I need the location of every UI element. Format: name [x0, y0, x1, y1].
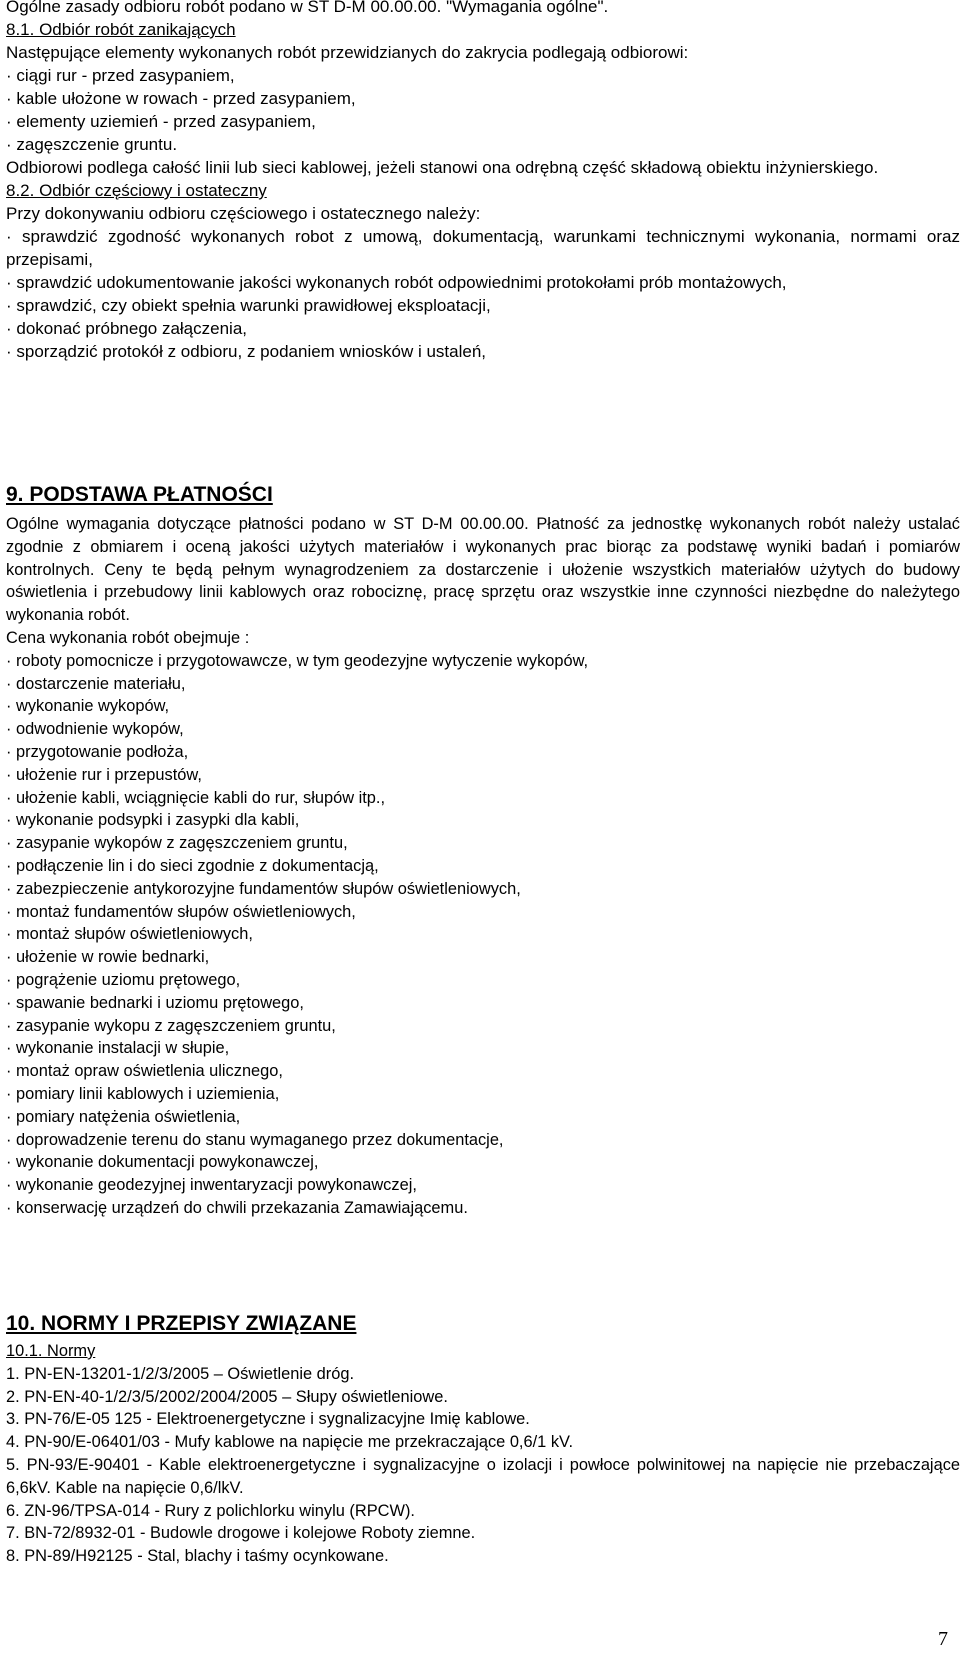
list-item: · ułożenie w rowie bednarki, [6, 948, 210, 967]
list-item: · zagęszczenie gruntu. [6, 135, 178, 154]
list-item: · zasypanie wykopów z zagęszczeniem gruntu, [6, 834, 348, 853]
list-item: · elementy uziemień - przed zasypaniem, [6, 112, 316, 131]
list-item: · ułożenie kabli, wciągnięcie kabli do rur, słupów itp., [6, 788, 386, 807]
list-item: 6. ZN-96/TPSA-014 - Rury z polichlorku winylu (RPCW). [6, 1501, 415, 1520]
subsection-8-1-title: 8.1. Odbiór robót zanikających [6, 20, 236, 39]
page-number: 7 [938, 1628, 948, 1650]
list-item: · ciągi rur - przed zasypaniem, [6, 66, 235, 85]
list-item: · dostarczenie materiału, [6, 674, 186, 693]
intro-line: Ogólne zasady odbioru robót podano w ST D-M 00.00.00. "Wymagania ogólne". [6, 0, 609, 16]
list-item: · montaż słupów oświetleniowych, [6, 925, 253, 944]
list-item: · dokonać próbnego załączenia, [6, 319, 247, 338]
list-item: · wykonanie geodezyjnej inwentaryzacji powykonawczej, [6, 1176, 417, 1195]
section-9-heading: 9. PODSTAWA PŁATNOŚCI [6, 483, 273, 506]
subsection-8-2-title: 8.2. Odbiór częściowy i ostateczny [6, 181, 267, 200]
list-item: · montaż fundamentów słupów oświetleniowych, [6, 902, 356, 921]
section-9-paragraph: Ogólne wymagania dotyczące płatności podano w ST D-M 00.00.00. Płatność za jednostkę wykonanych robót należy ustalać zgodnie z obmiarem i oceną jakości użytych materiałów i wykonanych prac biorąc za podstawę wyniki badań i pomiarów kontrolnych. Ceny te będą pełnym wynagrodzeniem za dostarczenie i ułożenie wszystkich materiałów użytych do budowy oświetlenia i przebudowy linii kablowych oraz robociznę, pracę sprzętu oraz wszystkie inne czynności niezbędne do należytego wykonania robót. [6, 515, 960, 625]
list-item: · montaż opraw oświetlenia ulicznego, [6, 1062, 283, 1081]
list-item: 4. PN-90/E-06401/03 - Mufy kablowe na napięcie me przekraczające 0,6/1 kV. [6, 1433, 574, 1452]
section-8-continued [6, 0, 960, 363]
list-item: · pomiary linii kablowych i uziemienia, [6, 1084, 280, 1103]
list-item: · kable ułożone w rowach - przed zasypaniem, [6, 89, 356, 108]
section-10-body [6, 1340, 960, 1568]
list-item: · konserwację urządzeń do chwili przekazania Zamawiającemu. [6, 1198, 468, 1217]
list-item: · wykonanie dokumentacji powykonawczej, [6, 1153, 319, 1172]
list-item: · sprawdzić, czy obiekt spełnia warunki prawidłowej eksploatacji, [6, 296, 491, 315]
list-item: 3. PN-76/E-05 125 - Elektroenergetyczne i sygnalizacyjne Imię kablowe. [6, 1410, 530, 1429]
list-item: · przygotowanie podłoża, [6, 742, 189, 761]
list-item: 7. BN-72/8932-01 - Budowle drogowe i kolejowe Roboty ziemne. [6, 1524, 476, 1543]
list-item: 8. PN-89/H92125 - Stal, blachy i taśmy ocynkowane. [6, 1547, 389, 1566]
norms-list [6, 1363, 960, 1568]
list-item: 5. PN-93/E-90401 - Kable elektroenergetyczne i sygnalizacyjne o izolacji i powłoce polwinitowej na napięcie nie przebaczające 6,6kV. Kable na napięcie 0,6/lkV. [6, 1455, 960, 1497]
section-9-lead: Cena wykonania robót obejmuje : [6, 628, 250, 647]
subsection-8-1-after: Odbiorowi podlega całość linii lub sieci kablowej, jeżeli stanowi ona odrębną część składową obiektu inżynierskiego. [6, 158, 879, 177]
subsection-10-1-title: 10.1. Normy [6, 1342, 96, 1360]
list-item: · pogrążenie uziomu prętowego, [6, 970, 241, 989]
subsection-8-2-lead: Przy dokonywaniu odbioru częściowego i ostatecznego należy: [6, 204, 481, 223]
list-item: · roboty pomocnicze i przygotowawcze, w tym geodezyjne wytyczenie wykopów, [6, 651, 589, 670]
list-item: · podłączenie lin i do sieci zgodnie z dokumentacją, [6, 856, 379, 875]
list-item: · zabezpieczenie antykorozyjne fundamentów słupów oświetleniowych, [6, 879, 521, 898]
section-9-body [6, 513, 960, 1220]
list-item: · sporządzić protokół z odbioru, z podaniem wniosków i ustaleń, [6, 342, 487, 361]
list-item: · zasypanie wykopu z zagęszczeniem gruntu, [6, 1016, 336, 1035]
list-item: · wykonanie wykopów, [6, 697, 170, 716]
list-item: · pomiary natężenia oświetlenia, [6, 1107, 241, 1126]
list-item: · sprawdzić zgodność wykonanych robot z umową, dokumentacją, warunkami technicznymi wykonania, normami oraz przepisami, [6, 227, 960, 269]
list-item: · odwodnienie wykopów, [6, 720, 184, 739]
list-item: · spawanie bednarki i uziomu prętowego, [6, 993, 304, 1012]
section-10-heading: 10. NORMY I PRZEPISY ZWIĄZANE [6, 1312, 357, 1335]
list-item: · sprawdzić udokumentowanie jakości wykonanych robót odpowiednimi protokołami prób montażowych, [6, 273, 787, 292]
list-item: · ułożenie rur i przepustów, [6, 765, 202, 784]
list-item: 1. PN-EN-13201-1/2/3/2005 – Oświetlenie dróg. [6, 1364, 355, 1383]
list-item: 2. PN-EN-40-1/2/3/5/2002/2004/2005 – Słupy oświetleniowe. [6, 1387, 448, 1406]
list-item: · doprowadzenie terenu do stanu wymaganego przez dokumentacje, [6, 1130, 504, 1149]
list-item: · wykonanie podsypki i zasypki dla kabli, [6, 811, 300, 830]
list-item: · wykonanie instalacji w słupie, [6, 1039, 230, 1058]
subsection-8-1-lead: Następujące elementy wykonanych robót przewidzianych do zakrycia podlegają odbiorowi: [6, 43, 689, 62]
section-9-list [6, 650, 960, 1220]
